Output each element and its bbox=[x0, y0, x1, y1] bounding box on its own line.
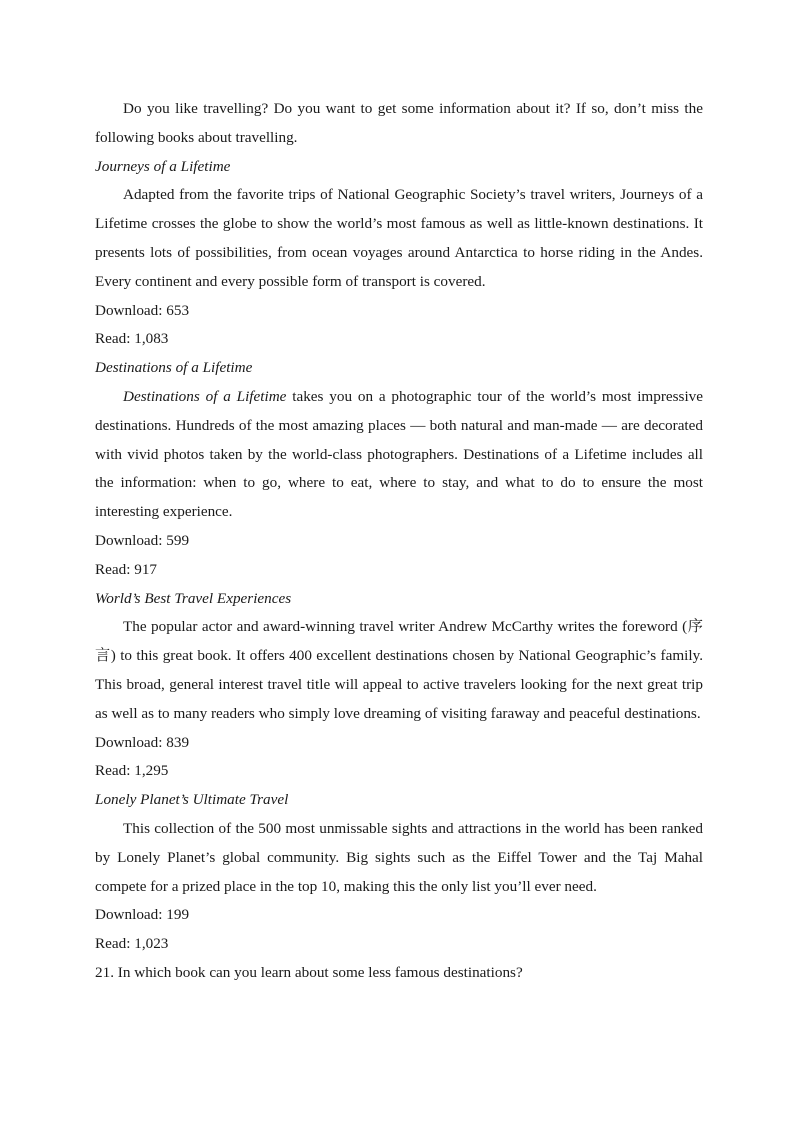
book-description: This collection of the 500 most unmissable sights and attractions in the world has been ranked by Lonely Planet’s global community. Big sights such as the Eiffel Tower and the Taj Mahal compete for a prized place in the top 10, making this the only list you’ll ever need. bbox=[95, 819, 703, 895]
download-count: Download: 199 bbox=[95, 906, 190, 924]
download-count: Download: 653 bbox=[95, 301, 190, 319]
read-count: Read: 1,083 bbox=[95, 330, 169, 348]
intro-paragraph: Do you like travelling? Do you want to get some information about it? If so, don’t miss the following books about travelling. bbox=[95, 100, 703, 146]
book-entry bbox=[95, 354, 703, 584]
book-description-italic-lead: Destinations of a Lifetime bbox=[123, 387, 287, 405]
read-count: Read: 1,023 bbox=[95, 935, 169, 953]
book-description-text: takes you on a photographic tour of the world’s most impressive destinations. Hundreds of the most amazing places — both natural and man-made — are decorated with vivid photos taken by the world-class photographers. Destinations of a Lifetime includes all the information: when to go, where to eat, where to stay, and what to do to ensure the most interesting experience. bbox=[95, 387, 704, 521]
book-title: Lonely Planet’s Ultimate Travel bbox=[95, 791, 289, 809]
book-title: Destinations of a Lifetime bbox=[95, 359, 253, 377]
book-title: World’s Best Travel Experiences bbox=[95, 589, 292, 607]
book-entry bbox=[95, 786, 703, 959]
download-count: Download: 839 bbox=[95, 733, 190, 751]
book-entry bbox=[95, 585, 703, 787]
download-count: Download: 599 bbox=[95, 531, 190, 549]
book-description: The popular actor and award-winning travel writer Andrew McCarthy writes the foreword (序言) to this great book. It offers 400 excellent destinations chosen by National Geographic’s family. This broad, general interest travel title will appeal to active travelers looking for the next great trip as well as to many readers who simply love dreaming of visiting faraway and peaceful destinations. bbox=[95, 618, 703, 722]
book-entry bbox=[95, 153, 703, 355]
book-description bbox=[95, 383, 703, 527]
question: 21. In which book can you learn about some less famous destinations? bbox=[95, 963, 523, 981]
read-count: Read: 917 bbox=[95, 560, 158, 578]
read-count: Read: 1,295 bbox=[95, 762, 169, 780]
document-page bbox=[95, 95, 703, 988]
book-title: Journeys of a Lifetime bbox=[95, 157, 231, 175]
book-description: Adapted from the favorite trips of National Geographic Society’s travel writers, Journeys of a Lifetime crosses the globe to show the world’s most famous as well as little-known destinations. It presents lots of possibilities, from ocean voyages around Antarctica to horse riding in the Andes. Every continent and every possible form of transport is covered. bbox=[95, 186, 703, 290]
